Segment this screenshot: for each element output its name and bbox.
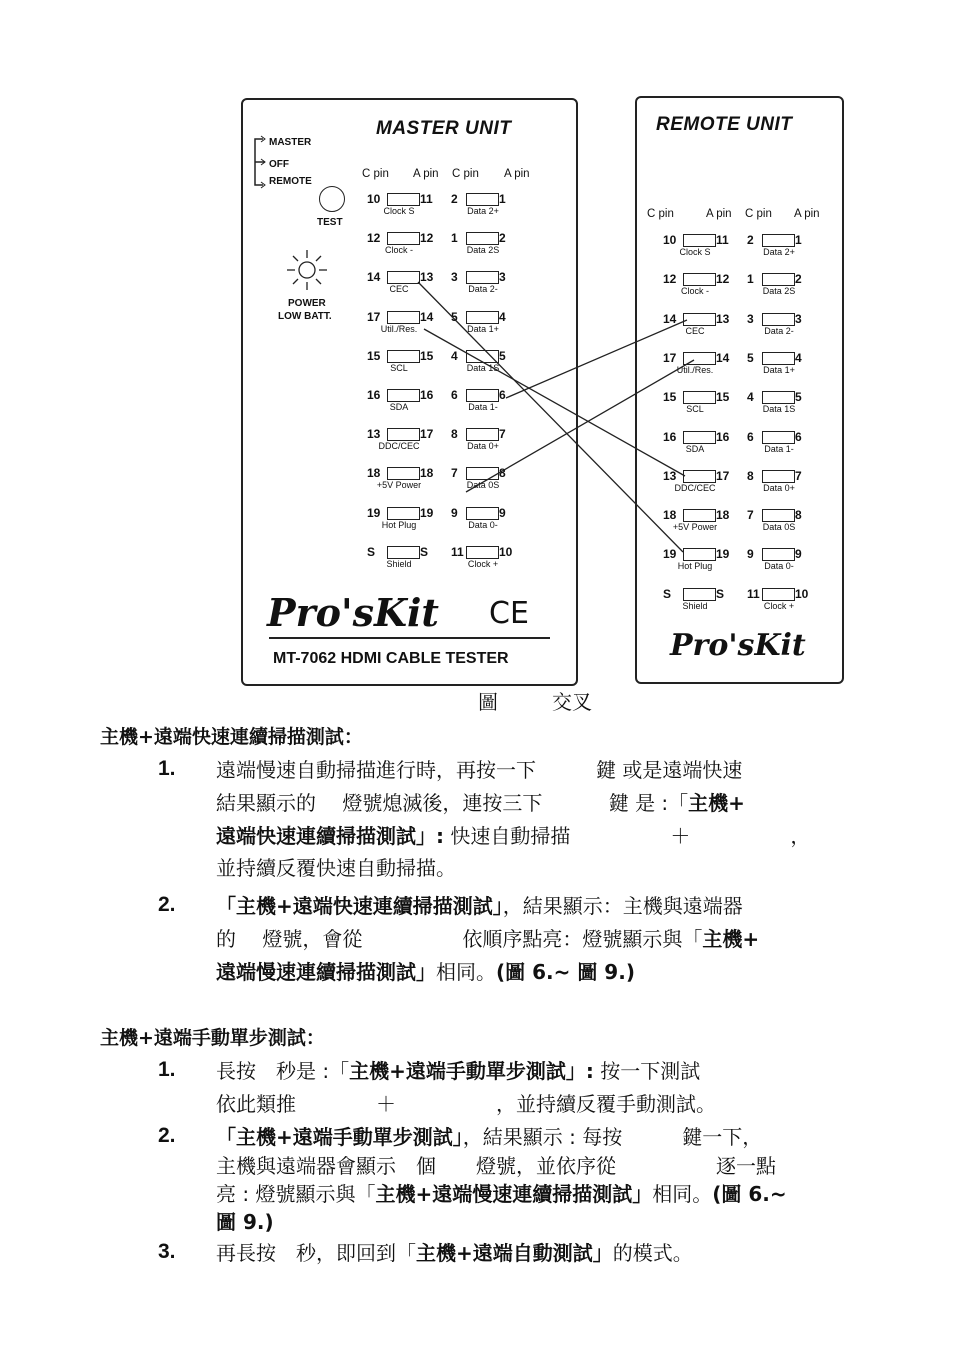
pin-label: Data 2- xyxy=(764,325,794,336)
pin-number: 18 xyxy=(420,466,434,481)
pin-label: Data 1- xyxy=(468,402,498,412)
low-batt-label: LOW BATT. xyxy=(278,311,332,322)
col-header-c1: C pin xyxy=(362,168,389,180)
pin-number: 15 xyxy=(420,348,434,363)
pin-number: 8 xyxy=(499,466,506,481)
pin-label: Data 2S xyxy=(762,286,796,297)
pin-label: Data 0- xyxy=(468,519,498,530)
pin-led xyxy=(762,391,795,404)
switch-remote-label: REMOTE xyxy=(269,176,312,187)
pin-number: 9 xyxy=(451,505,458,520)
pin-label: Data 1+ xyxy=(763,364,795,375)
pin-led xyxy=(387,193,420,206)
pin-led xyxy=(466,428,499,441)
pin-label: Util./Res. xyxy=(676,364,714,375)
pin-led xyxy=(762,234,795,247)
remote-col-header-c1: C pin xyxy=(647,208,674,220)
pin-led xyxy=(762,431,795,444)
pin-led xyxy=(387,232,420,245)
section1-title: 主機+遠端快速連續掃描測試： xyxy=(100,726,363,748)
pin-number: 10 xyxy=(795,586,809,601)
pin-number: S xyxy=(367,544,376,559)
pin-number: 12 xyxy=(420,231,434,246)
s1-item2-number: 2. xyxy=(158,893,176,916)
pin-number: 2 xyxy=(451,192,458,206)
pin-number: 17 xyxy=(663,350,677,365)
pin-led xyxy=(683,470,716,483)
pin-label: DDC/CEC xyxy=(378,441,420,452)
pin-number: 5 xyxy=(451,309,458,324)
s2-item2-line2: 主機與遠端器會顯示 個 燈號，並依序從 逐一點 xyxy=(216,1154,776,1178)
s1-item1-line1: 遠端慢速自動掃描進行時，再按一下 鍵 或是遠端快速 xyxy=(216,758,743,782)
pin-led xyxy=(683,391,716,404)
master-unit-title: MASTER UNIT xyxy=(376,118,512,139)
pin-number: 4 xyxy=(499,309,506,324)
pin-led xyxy=(466,389,499,402)
pin-number: 14 xyxy=(367,270,381,285)
pin-number: 13 xyxy=(716,311,730,326)
pin-led xyxy=(762,273,795,286)
s2-item2-number: 2. xyxy=(158,1124,176,1147)
pin-label: SCL xyxy=(686,404,704,415)
master-brand-logo: Pro'sKit xyxy=(267,590,439,635)
pin-led xyxy=(683,548,716,561)
pin-label: Hot Plug xyxy=(381,519,417,530)
pin-number: 8 xyxy=(795,508,802,523)
s2-item2-line4: 圖 9.) xyxy=(216,1210,274,1234)
pin-number: 3 xyxy=(499,270,506,285)
pin-number: 1 xyxy=(795,233,802,247)
col-header-a1: A pin xyxy=(413,168,439,180)
pin-number: 16 xyxy=(420,388,434,402)
pin-led xyxy=(387,350,420,363)
pin-led xyxy=(683,234,716,247)
pin-number: 17 xyxy=(367,309,381,324)
pin-led xyxy=(387,428,420,441)
pin-label: Data 0+ xyxy=(763,482,795,493)
pin-label: Shield xyxy=(386,558,412,569)
pin-number: 7 xyxy=(451,466,458,481)
pin-label: CEC xyxy=(685,325,705,336)
pin-label: Hot Plug xyxy=(677,561,713,572)
pin-number: 19 xyxy=(420,505,434,520)
pin-number: 2 xyxy=(795,272,802,287)
pin-led xyxy=(762,313,795,326)
pin-led xyxy=(387,507,420,520)
figure-caption-left: 圖 xyxy=(478,690,498,714)
pin-number: 1 xyxy=(747,272,754,287)
pin-number: 14 xyxy=(663,311,677,326)
pin-label: Clock - xyxy=(384,245,413,256)
pin-number: 5 xyxy=(499,348,506,363)
pin-led xyxy=(683,509,716,522)
pin-number: 14 xyxy=(420,309,434,324)
pin-led xyxy=(466,467,499,480)
pin-led xyxy=(466,271,499,284)
pin-number: 2 xyxy=(747,233,754,247)
pin-number: 13 xyxy=(420,270,434,285)
pin-number: 13 xyxy=(367,427,381,442)
pin-number: 7 xyxy=(747,508,754,523)
test-button[interactable] xyxy=(319,186,345,212)
pin-number: 4 xyxy=(747,390,754,405)
pin-led xyxy=(762,588,795,601)
pin-label: Clock + xyxy=(467,558,499,569)
pin-label: SCL xyxy=(390,362,408,373)
pin-number: 18 xyxy=(716,508,730,523)
s1-item2-line2: 的 燈號，會從 依順序點亮：燈號顯示與「主機+ xyxy=(216,927,760,951)
pin-label: Data 2+ xyxy=(467,206,499,216)
pin-led xyxy=(683,273,716,286)
switch-master-label: MASTER xyxy=(269,137,312,148)
pin-number: 6 xyxy=(747,429,754,444)
pin-number: 4 xyxy=(795,350,802,365)
pin-number: 15 xyxy=(367,348,381,363)
pin-led xyxy=(683,431,716,444)
pin-number: 19 xyxy=(663,547,677,562)
pin-number: 1 xyxy=(499,192,506,206)
power-led-icon xyxy=(285,248,329,292)
pin-number: 3 xyxy=(451,270,458,285)
model-label: MT-7062 HDMI CABLE TESTER xyxy=(273,650,509,667)
ce-mark: CE xyxy=(489,596,529,631)
pin-label: Clock + xyxy=(763,600,795,611)
pin-number: 16 xyxy=(663,429,677,444)
pin-number: 15 xyxy=(663,390,677,405)
pin-led xyxy=(466,507,499,520)
pin-number: 17 xyxy=(420,427,434,442)
pin-led xyxy=(387,389,420,402)
pin-number: 18 xyxy=(367,466,381,481)
pin-number: 13 xyxy=(663,468,677,483)
pin-number: 16 xyxy=(716,429,730,444)
pin-number: 3 xyxy=(795,311,802,326)
s1-item1-line4: 並持續反覆快速自動掃描。 xyxy=(216,856,456,880)
pin-number: 5 xyxy=(747,350,754,365)
pin-led xyxy=(762,548,795,561)
pin-number: 2 xyxy=(499,231,506,246)
pin-number: 10 xyxy=(367,192,381,206)
pin-number: 1 xyxy=(451,231,458,246)
pin-label: DDC/CEC xyxy=(674,482,716,493)
pin-number: 11 xyxy=(716,233,729,247)
pin-led xyxy=(466,232,499,245)
pin-label: Data 0S xyxy=(762,522,796,533)
switch-off-label: OFF xyxy=(269,159,289,170)
pin-number: 19 xyxy=(367,505,381,520)
pin-number: 17 xyxy=(716,468,730,483)
s2-item1-number: 1. xyxy=(158,1058,176,1081)
remote-brand-logo: Pro'sKit xyxy=(670,628,806,663)
section2-title: 主機+遠端手動單步測試： xyxy=(100,1027,325,1049)
pin-number: 10 xyxy=(663,233,677,247)
pin-number: 6 xyxy=(451,388,458,402)
pin-number: 8 xyxy=(747,468,754,483)
pin-label: Data 0- xyxy=(764,561,794,572)
figure-caption-right: 交叉 xyxy=(552,690,592,714)
s1-item1-line3: 遠端快速連續掃描測試」: 快速自動掃描 ＋ ， xyxy=(216,824,811,848)
s2-item2-line1: 「主機+遠端手動單步測試」，結果顯示 : 每按 鍵一下， xyxy=(216,1125,763,1149)
s2-item1-line1: 長按 秒是 :「主機+遠端手動單步測試」: 按一下測試 xyxy=(216,1059,701,1083)
pin-label: Data 1S xyxy=(762,404,796,415)
s1-item1-number: 1. xyxy=(158,757,176,780)
pin-led xyxy=(762,470,795,483)
pin-number: 3 xyxy=(747,311,754,326)
pin-number: 12 xyxy=(663,272,677,287)
remote-unit-title: REMOTE UNIT xyxy=(656,114,793,135)
pin-number: 9 xyxy=(499,505,506,520)
s1-item2-line3: 遠端慢速連續掃描測試」相同。(圖 6.~ 圖 9.) xyxy=(216,960,635,984)
master-unit-panel xyxy=(241,98,578,686)
s2-item3-number: 3. xyxy=(158,1240,176,1263)
s1-item1-line2: 結果顯示的 燈號熄滅後，連按三下 鍵 是 :「主機+ xyxy=(216,791,745,815)
pin-led xyxy=(683,588,716,601)
pin-led xyxy=(387,271,420,284)
pin-label: Data 0+ xyxy=(467,441,499,452)
pin-label: Shield xyxy=(682,600,708,611)
pin-led xyxy=(762,509,795,522)
pin-number: 14 xyxy=(716,350,730,365)
pin-label: Data 2S xyxy=(466,245,500,256)
pin-label: Clock - xyxy=(680,286,709,297)
pin-number: 8 xyxy=(451,427,458,442)
pin-number: 6 xyxy=(499,388,506,402)
pin-label: Clock S xyxy=(383,206,415,216)
pin-label: Clock S xyxy=(679,247,711,257)
pin-number: 10 xyxy=(499,544,513,559)
pin-label: SDA xyxy=(685,443,705,454)
pin-led xyxy=(387,311,420,324)
s1-item2-line1: 「主機+遠端快速連續掃描測試」，結果顯示：主機與遠端器 xyxy=(216,894,743,918)
model-divider xyxy=(269,637,550,639)
pin-number: S xyxy=(716,586,725,601)
pin-number: 6 xyxy=(795,429,802,444)
test-label: TEST xyxy=(317,217,343,228)
pin-led xyxy=(762,352,795,365)
pin-number: 19 xyxy=(716,547,730,562)
pin-label: Util./Res. xyxy=(380,323,418,334)
pin-led xyxy=(683,352,716,365)
remote-col-header-a1: A pin xyxy=(706,208,732,220)
col-header-c2: C pin xyxy=(452,168,479,180)
pin-number: 9 xyxy=(747,547,754,562)
remote-col-header-c2: C pin xyxy=(745,208,772,220)
pin-label: CEC xyxy=(389,284,409,295)
pin-number: 4 xyxy=(451,348,458,363)
pin-number: 7 xyxy=(795,468,802,483)
pin-number: 9 xyxy=(795,547,802,562)
pin-label: Data 1+ xyxy=(467,323,499,334)
pin-number: S xyxy=(420,544,429,559)
pin-number: 12 xyxy=(367,231,381,246)
s2-item2-line3: 亮 : 燈號顯示與「主機+遠端慢速連續掃描測試」相同。(圖 6.~ xyxy=(216,1182,787,1206)
power-label: POWER xyxy=(288,298,326,309)
pin-number: 5 xyxy=(795,390,802,405)
col-header-a2: A pin xyxy=(504,168,530,180)
remote-unit-panel xyxy=(635,96,844,684)
pin-label: SDA xyxy=(389,402,409,412)
pin-led xyxy=(466,546,499,559)
remote-col-header-a2: A pin xyxy=(794,208,820,220)
pin-label: Data 1S xyxy=(466,362,500,373)
pin-label: +5V Power xyxy=(672,522,718,533)
pin-led xyxy=(466,193,499,206)
pin-label: Data 2+ xyxy=(763,247,795,257)
pin-led xyxy=(466,350,499,363)
pin-label: Data 0S xyxy=(466,480,500,491)
pin-number: 11 xyxy=(747,586,760,601)
pin-label: Data 2- xyxy=(468,284,498,295)
pin-number: 15 xyxy=(716,390,730,405)
pin-number: 11 xyxy=(451,544,464,559)
pin-number: 11 xyxy=(420,192,433,206)
pin-number: S xyxy=(663,586,672,601)
pin-number: 7 xyxy=(499,427,506,442)
pin-number: 16 xyxy=(367,388,381,402)
pin-led xyxy=(387,546,420,559)
pin-label: +5V Power xyxy=(376,480,422,491)
pin-led xyxy=(683,313,716,326)
pin-number: 18 xyxy=(663,508,677,523)
pin-led xyxy=(387,467,420,480)
s2-item3-line1: 再長按 秒，即回到「主機+遠端自動測試」的模式。 xyxy=(216,1241,693,1265)
s2-item1-line2: 依此類推 ＋ ，並持續反覆手動測試。 xyxy=(216,1092,716,1116)
pin-label: Data 1- xyxy=(764,443,794,454)
pin-number: 12 xyxy=(716,272,730,287)
pin-led xyxy=(466,311,499,324)
